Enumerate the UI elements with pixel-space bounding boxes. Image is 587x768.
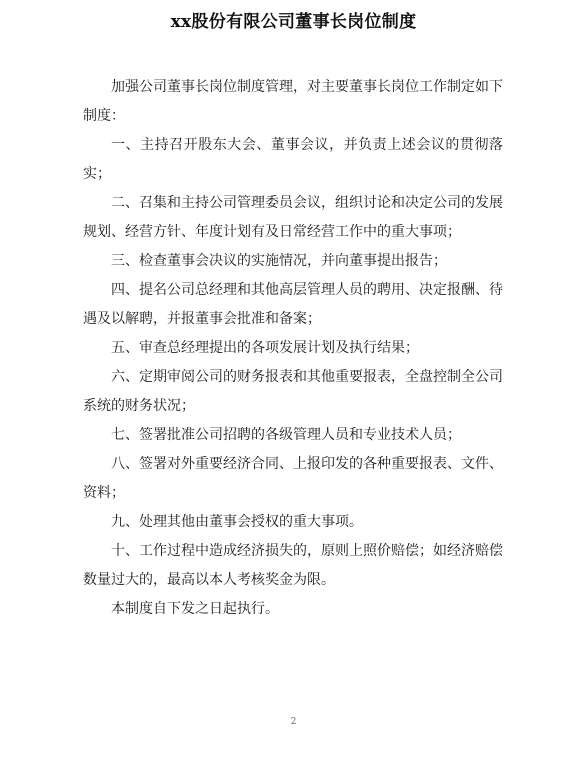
paragraph-closing: 本制度自下发之日起执行。 <box>111 601 279 617</box>
paragraph-item-8: 八、签署对外重要经济合同、上报印发的各种重要报表、文件、资料； <box>83 456 503 501</box>
paragraph-item-4: 四、提名公司总经理和其他高层管理人员的聘用、决定报酬、待遇及以解聘，并报董事会批准和备案； <box>83 282 503 327</box>
document-title: xx股份有限公司董事长岗位制度 <box>170 12 417 32</box>
paragraph-item-1: 一、主持召开股东大会、董事会议，并负责上述会议的贯彻落实； <box>83 137 503 182</box>
paragraph-item-7: 七、签署批准公司招聘的各级管理人员和专业技术人员； <box>111 427 461 443</box>
paragraph-item-10: 十、工作过程中造成经济损失的，原则上照价赔偿；如经济赔偿数量过大的，最高以本人考核奖金为限。 <box>83 543 503 588</box>
paragraph-item-3: 三、检查董事会决议的实施情况，并向董事提出报告； <box>111 253 447 269</box>
paragraph-item-2: 二、召集和主持公司管理委员会议，组织讨论和决定公司的发展规划、经营方针、年度计划有及日常经营工作中的重大事项； <box>83 195 503 240</box>
document-body <box>83 73 503 624</box>
paragraph-item-9: 九、处理其他由董事会授权的重大事项。 <box>111 514 363 530</box>
page-number: 2 <box>290 717 297 727</box>
paragraph-intro: 加强公司董事长岗位制度管理，对主要董事长岗位工作制定如下制度： <box>83 79 503 124</box>
paragraph-item-6: 六、定期审阅公司的财务报表和其他重要报表，全盘控制全公司系统的财务状况； <box>83 369 503 414</box>
paragraph-item-5: 五、审查总经理提出的各项发展计划及执行结果； <box>111 340 419 356</box>
